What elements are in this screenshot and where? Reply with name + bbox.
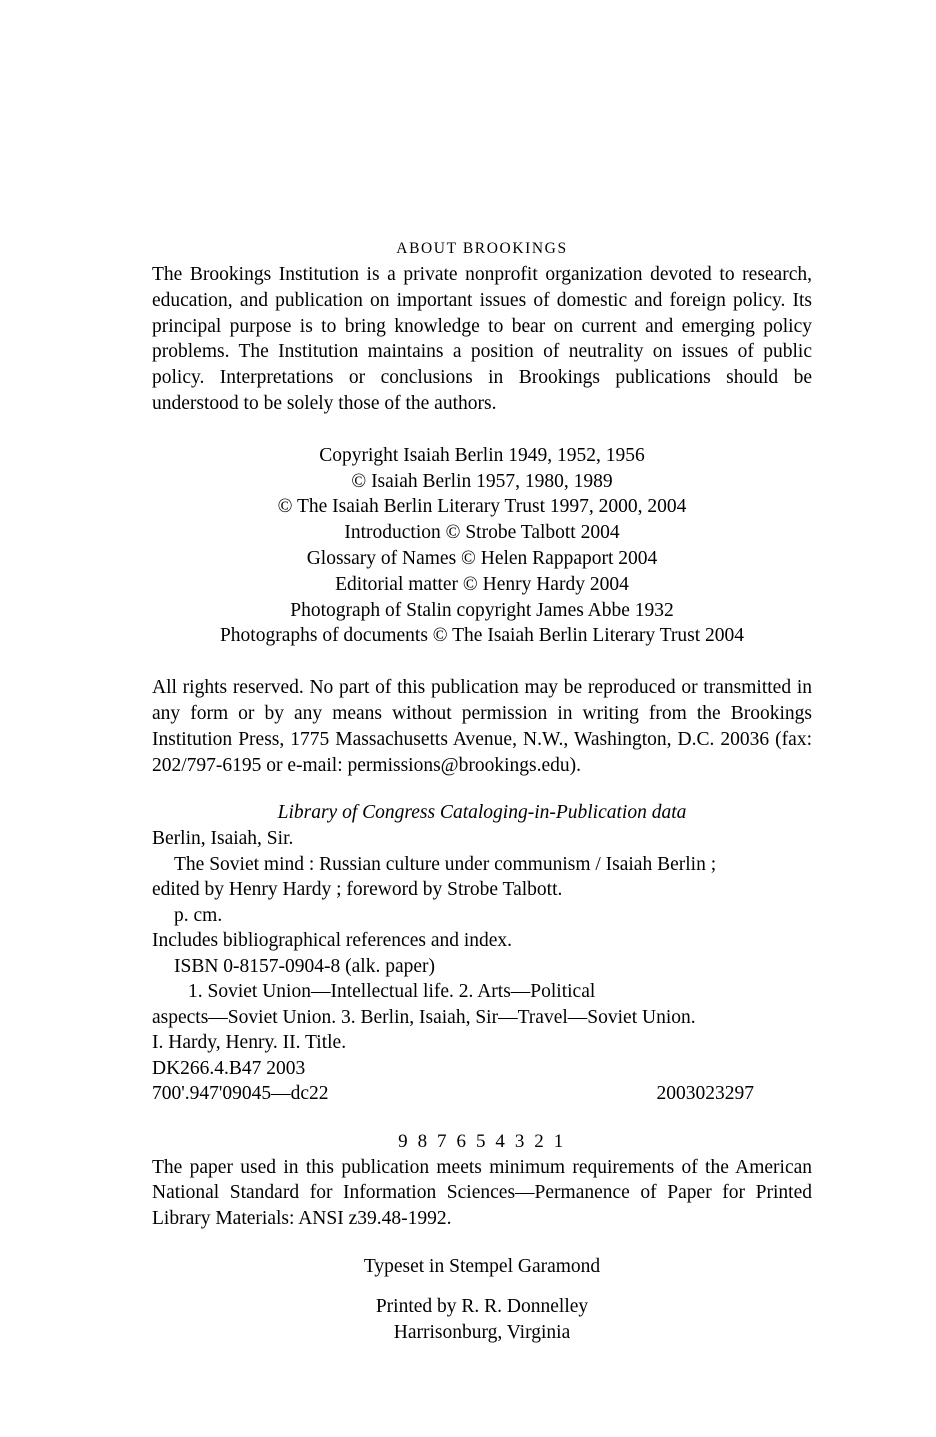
cip-title: Library of Congress Cataloging-in-Publication data (277, 802, 687, 824)
dewey-number: 700'.947'09045—dc22 (152, 1083, 329, 1105)
cip-line: The Soviet mind : Russian culture under communism / Isaiah Berlin ; (174, 853, 717, 875)
cip-line: Includes bibliographical references and index. (152, 930, 513, 952)
copyright-line: Introduction © Strobe Talbott 2004 (344, 522, 620, 544)
cip-line: I. Hardy, Henry. II. Title. (152, 1032, 347, 1054)
copyright-line: © The Isaiah Berlin Literary Trust 1997, 2000, 2004 (277, 496, 687, 518)
cip-line: aspects—Soviet Union. 3. Berlin, Isaiah, Sir—Travel—Soviet Union. (152, 1006, 696, 1028)
cip-dewey-row (152, 1081, 812, 1107)
cip-line: edited by Henry Hardy ; foreword by Strobe Talbott. (152, 879, 563, 901)
page-title: ABOUT BROOKINGS (396, 240, 568, 257)
lccn-number: 2003023297 (656, 1083, 754, 1105)
copyright-line: Photograph of Stalin copyright James Abbe 1932 (290, 599, 674, 621)
paper-standard-paragraph: The paper used in this publication meets minimum requirements of the American National Standard for Information Sciences—Permanence of Paper for Printed Library Materials: ANSI z39.48-1992. (152, 1156, 812, 1230)
copyright-page (152, 240, 812, 1346)
cip-line: ISBN 0-8157-0904-8 (alk. paper) (174, 955, 436, 977)
copyright-line: © Isaiah Berlin 1957, 1980, 1989 (351, 470, 613, 492)
cip-line: Berlin, Isaiah, Sir. (152, 828, 294, 850)
all-rights-reserved-paragraph: All rights reserved. No part of this publication may be reproduced or transmitted in any form or by any means without permission in writing from the Brookings Institution Press, 1775 Massachusetts Avenue, N.W., Washington, D.C. 20036 (fax: 202/797-6195 or e-mail: permissions@brookings.edu). (152, 677, 812, 776)
about-brookings-paragraph: The Brookings Institution is a private nonprofit organization devoted to research, education, and publication on important issues of domestic and foreign policy. Its principal purpose is to bring knowledge to bear on current and emerging policy problems. The Institution maintains a position of neutrality on issues of public policy. Interpretations or conclusions in Brookings publications should be understood to be solely those of the authors. (152, 264, 812, 414)
printer-location-line: Harrisonburg, Virginia (393, 1322, 571, 1344)
cip-line: 1. Soviet Union—Intellectual life. 2. Arts—Political (188, 981, 596, 1003)
copyright-line: Copyright Isaiah Berlin 1949, 1952, 1956 (319, 444, 645, 466)
typeset-line: Typeset in Stempel Garamond (363, 1256, 601, 1278)
cip-block (152, 826, 812, 1107)
cip-line: DK266.4.B47 2003 (152, 1057, 306, 1079)
copyright-block (152, 443, 812, 649)
copyright-line: Editorial matter © Henry Hardy 2004 (335, 573, 629, 595)
cip-line: p. cm. (174, 904, 223, 926)
copyright-line: Glossary of Names © Helen Rappaport 2004 (306, 547, 658, 569)
printer-line: Printed by R. R. Donnelley (375, 1296, 589, 1318)
printing-number-line: 9 8 7 6 5 4 3 2 1 (398, 1130, 566, 1152)
copyright-line: Photographs of documents © The Isaiah Berlin Literary Trust 2004 (219, 625, 745, 647)
